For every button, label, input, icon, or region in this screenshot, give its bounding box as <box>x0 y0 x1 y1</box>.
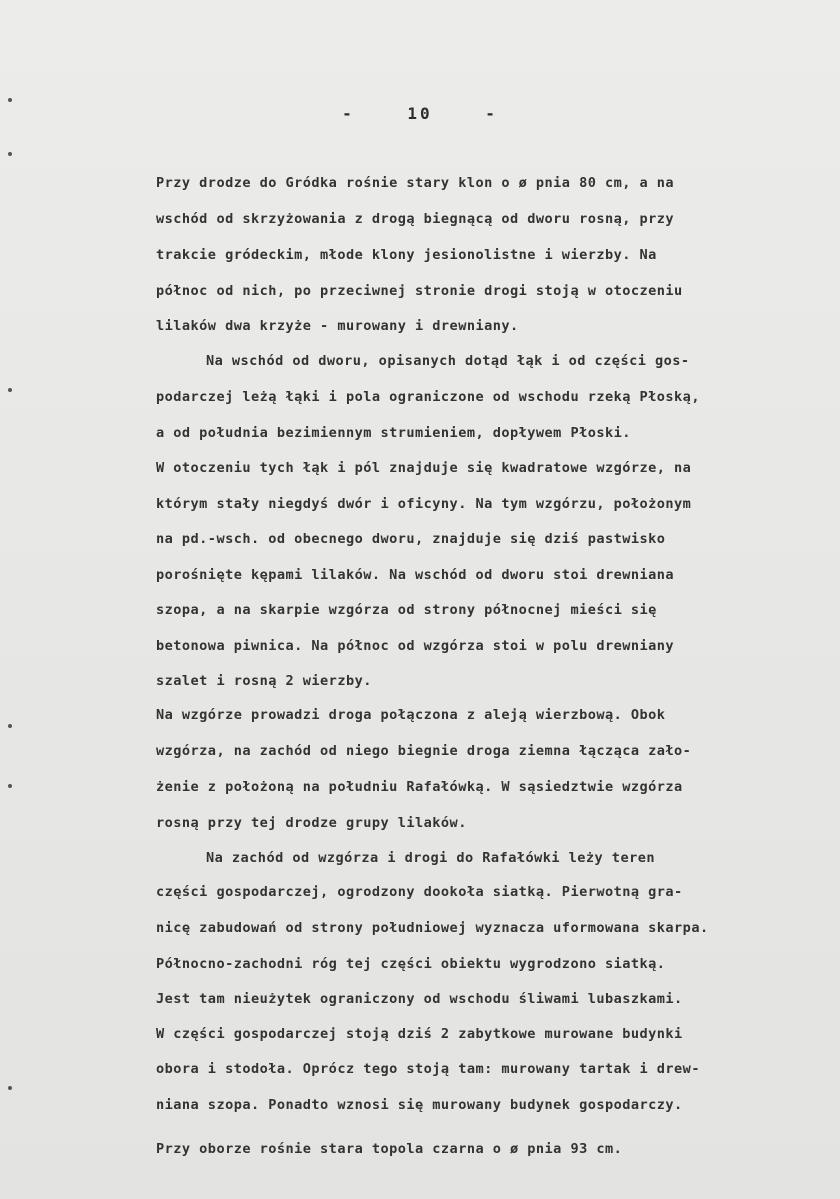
text-line: Na zachód od wzgórza i drogi do Rafałówki leży teren <box>206 850 655 866</box>
text-line: Przy drodze do Gródka rośnie stary klon o ø pnia 80 cm, a na <box>156 175 675 191</box>
text-line: betonowa piwnica. Na północ od wzgórza stoi w polu drewniany <box>156 638 675 654</box>
text-line: rosną przy tej drodze grupy lilaków. <box>156 815 467 831</box>
text-line: nicę zabudowań od strony południowej wyznacza uformowana skarpa. <box>156 920 709 936</box>
margin-mark <box>8 388 12 392</box>
text-line: wschód od skrzyżowania z drogą biegnącą od dworu rosną, przy <box>156 211 675 227</box>
text-line: na pd.-wsch. od obecnego dworu, znajduje się dziś pastwisko <box>156 531 666 547</box>
text-line: Jest tam nieużytek ograniczony od wschodu śliwami lubaszkami. <box>156 991 683 1007</box>
text-line: którym stały niegdyś dwór i oficyny. Na tym wzgórzu, położonym <box>156 496 692 512</box>
text-line: W otoczeniu tych łąk i pól znajduje się kwadratowe wzgórze, na <box>156 460 692 476</box>
page-number: - 10 - <box>342 104 498 123</box>
margin-mark <box>8 784 12 788</box>
text-line: W części gospodarczej stoją dziś 2 zabytkowe murowane budynki <box>156 1026 683 1042</box>
text-line: Przy oborze rośnie stara topola czarna o ø pnia 93 cm. <box>156 1141 623 1157</box>
text-line: żenie z położoną na południu Rafałówką. W sąsiedztwie wzgórza <box>156 779 683 795</box>
text-line: Północno-zachodni róg tej części obiektu wygrodzono siatką. <box>156 956 666 972</box>
text-line: szopa, a na skarpie wzgórza od strony północnej mieści się <box>156 602 657 618</box>
margin-mark <box>8 724 12 728</box>
text-line: obora i stodoła. Oprócz tego stoją tam: murowany tartak i drew- <box>156 1061 700 1077</box>
margin-mark <box>8 98 12 102</box>
text-line: północ od nich, po przeciwnej stronie drogi stoją w otoczeniu <box>156 283 683 299</box>
text-line: szalet i rosną 2 wierzby. <box>156 673 372 689</box>
text-line: wzgórza, na zachód od niego biegnie droga ziemna łącząca zało- <box>156 743 692 759</box>
margin-mark <box>8 152 12 156</box>
text-line: a od południa bezimiennym strumieniem, dopływem Płoski. <box>156 425 631 441</box>
text-line: Na wzgórze prowadzi droga połączona z aleją wierzbową. Obok <box>156 707 666 723</box>
text-line: części gospodarczej, ogrodzony dookoła siatką. Pierwotną gra- <box>156 884 683 900</box>
text-line: porośnięte kępami lilaków. Na wschód od dworu stoi drewniana <box>156 567 675 583</box>
text-line: lilaków dwa krzyże - murowany i drewniany. <box>156 318 519 334</box>
margin-mark <box>8 1086 12 1090</box>
text-line: trakcie gródeckim, młode klony jesionolistne i wierzby. Na <box>156 247 657 263</box>
text-line: podarczej leżą łąki i pola ograniczone od wschodu rzeką Płoską, <box>156 389 700 405</box>
text-line: niana szopa. Ponadto wznosi się murowany budynek gospodarczy. <box>156 1097 683 1113</box>
text-line: Na wschód od dworu, opisanych dotąd łąk i od części gos- <box>206 353 690 369</box>
